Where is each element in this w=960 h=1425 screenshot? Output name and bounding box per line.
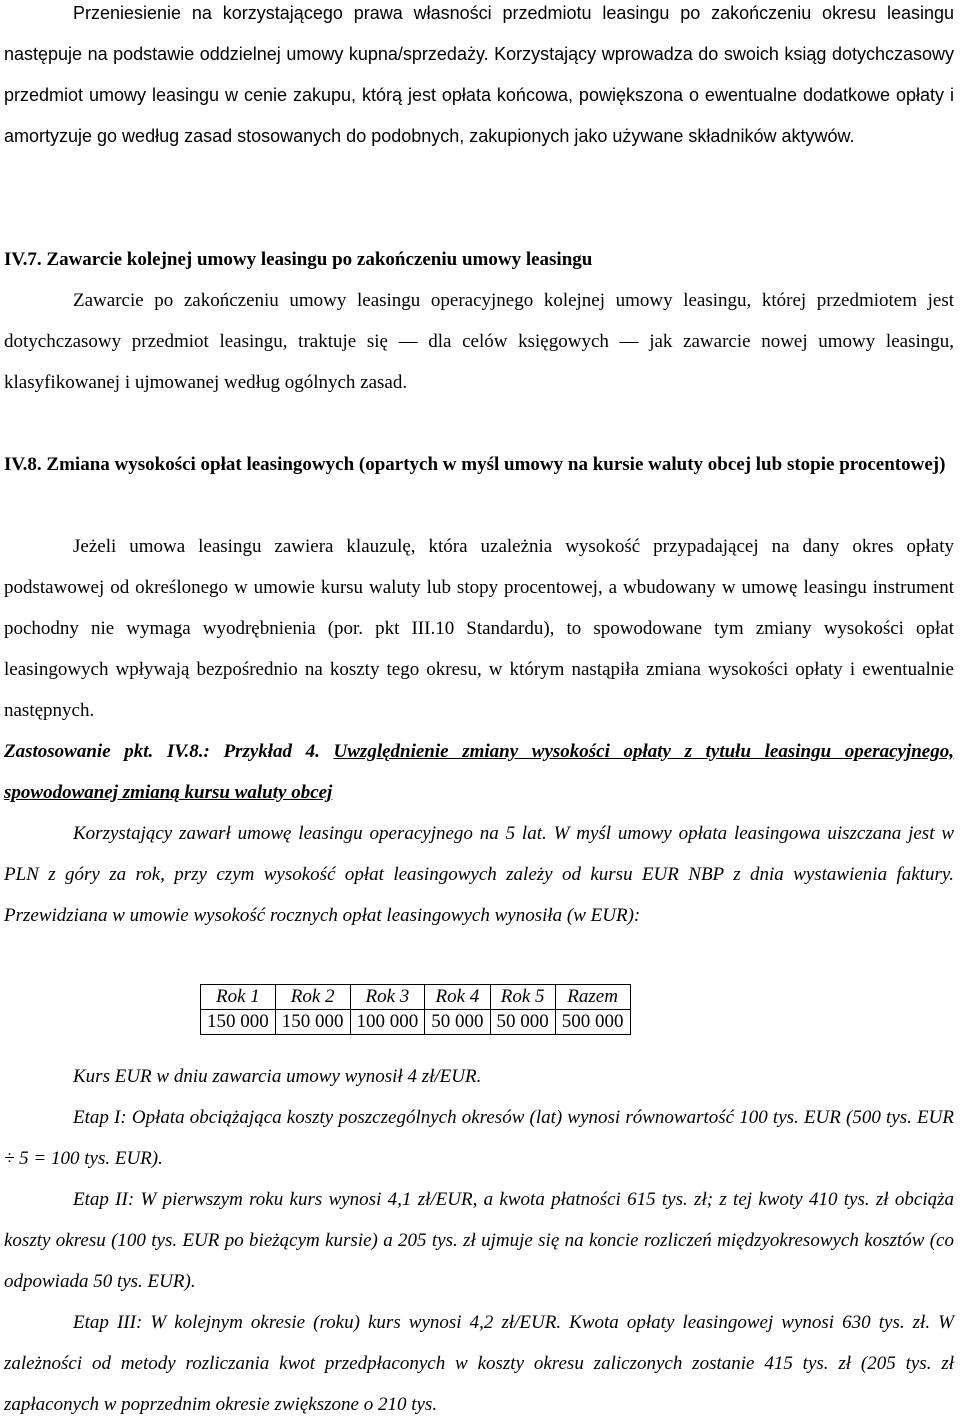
table-header-cell: Rok 1 — [201, 985, 276, 1010]
example-stage-2: Etap II: W pierwszym roku kurs wynosi 4,1 zł/EUR, a kwota płatności 615 tys. zł; z tej kwoty 410 tys. zł obciąża koszty okresu (100 tys. EUR po bieżącym kursie) a 205 tys. zł ujmuje się na koncie rozliczeń międzyokresowych kosztów (co odpowiada 50 tys. EUR). — [4, 1189, 954, 1292]
example-title — [4, 731, 954, 813]
table-header-cell: Rok 4 — [425, 985, 490, 1010]
heading-iv8: IV.8. Zmiana wysokości opłat leasingowych (opartych w myśl umowy na kursie waluty obcej lub stopie procentowej) — [4, 454, 946, 475]
table-cell: 50 000 — [490, 1010, 555, 1035]
example-title-underlined: Uwzględnienie zmiany wysokości opłaty z tytułu leasingu operacyjnego, spowodowanej zmianą kursu waluty obcej — [4, 741, 954, 803]
table-cell: 150 000 — [201, 1010, 276, 1035]
paragraph-ownership-transfer: Przeniesienie na korzystającego prawa własności przedmiotu leasingu po zakończeniu okresu leasingu następuje na podstawie oddzielnej umowy kupna/sprzedaży. Korzystający wprowadza do swoich ksiąg dotychczasowy przedmiot umowy leasingu w cenie zakupu, którą jest opłata końcowa, powiększona o ewentualne dodatkowe opłaty i amortyzuje go według zasad stosowanych do podobnych, zakupionych jako używane składników aktywów. — [4, 3, 954, 146]
table-header-cell: Rok 5 — [490, 985, 555, 1010]
example-stage-1: Etap I: Opłata obciążająca koszty poszczególnych okresów (lat) wynosi równowartość 100 tys. EUR (500 tys. EUR ÷ 5 = 100 tys. EUR). — [4, 1107, 954, 1169]
example-intro: Korzystający zawarł umowę leasingu operacyjnego na 5 lat. W myśl umowy opłata leasingowa uiszczana jest w PLN z góry za rok, przy czym wysokość opłat leasingowych zależy od kursu EUR NBP z dnia wystawienia faktury. Przewidziana w umowie wysokość rocznych opłat leasingowych wynosiła (w EUR): — [4, 823, 954, 926]
table-header-cell: Rok 3 — [350, 985, 425, 1010]
table-header-row — [201, 985, 631, 1010]
example-title-prefix: Zastosowanie pkt. IV.8.: Przykład 4. — [4, 741, 334, 762]
table-header-cell: Rok 2 — [275, 985, 350, 1010]
table-cell: 500 000 — [555, 1010, 630, 1035]
table-header-cell: Razem — [555, 985, 630, 1010]
table-cell: 50 000 — [425, 1010, 490, 1035]
table-cell: 100 000 — [350, 1010, 425, 1035]
lease-payments-table — [200, 984, 631, 1035]
paragraph-iv7: Zawarcie po zakończeniu umowy leasingu operacyjnego kolejnej umowy leasingu, której przedmiotem jest dotychczasowy przedmiot leasingu, traktuje się — dla celów księgowych — jak zawarcie nowej umowy leasingu, klasyfikowanej i ujmowanej według ogólnych zasad. — [4, 290, 954, 393]
paragraph-iv8: Jeżeli umowa leasingu zawiera klauzulę, która uzależnia wysokość przypadającej na dany okres opłaty podstawowej od określonego w umowie kursu waluty lub stopy procentowej, a wbudowany w umowę leasingu instrument pochodny nie wymaga wyodrębnienia (por. pkt III.10 Standardu), to spowodowane tym zmiany wysokości opłat leasingowych wpływają bezpośrednio na koszty tego okresu, w którym nastąpiła zmiana wysokości opłaty i ewentualnie następnych. — [4, 536, 954, 721]
table-row — [201, 1010, 631, 1035]
example-rate: Kurs EUR w dniu zawarcia umowy wynosił 4 zł/EUR. — [73, 1066, 482, 1087]
heading-iv7: IV.7. Zawarcie kolejnej umowy leasingu po zakończeniu umowy leasingu — [4, 249, 593, 270]
table-cell: 150 000 — [275, 1010, 350, 1035]
example-stage-3: Etap III: W kolejnym okresie (roku) kurs wynosi 4,2 zł/EUR. Kwota opłaty leasingowej wynosi 630 tys. zł. W zależności od metody rozliczania kwot przedpłaconych w koszty okresu zaliczonych zostanie 415 tys. zł (205 tys. zł zapłaconych w poprzednim okresie zwiększone o 210 tys. — [4, 1312, 954, 1415]
